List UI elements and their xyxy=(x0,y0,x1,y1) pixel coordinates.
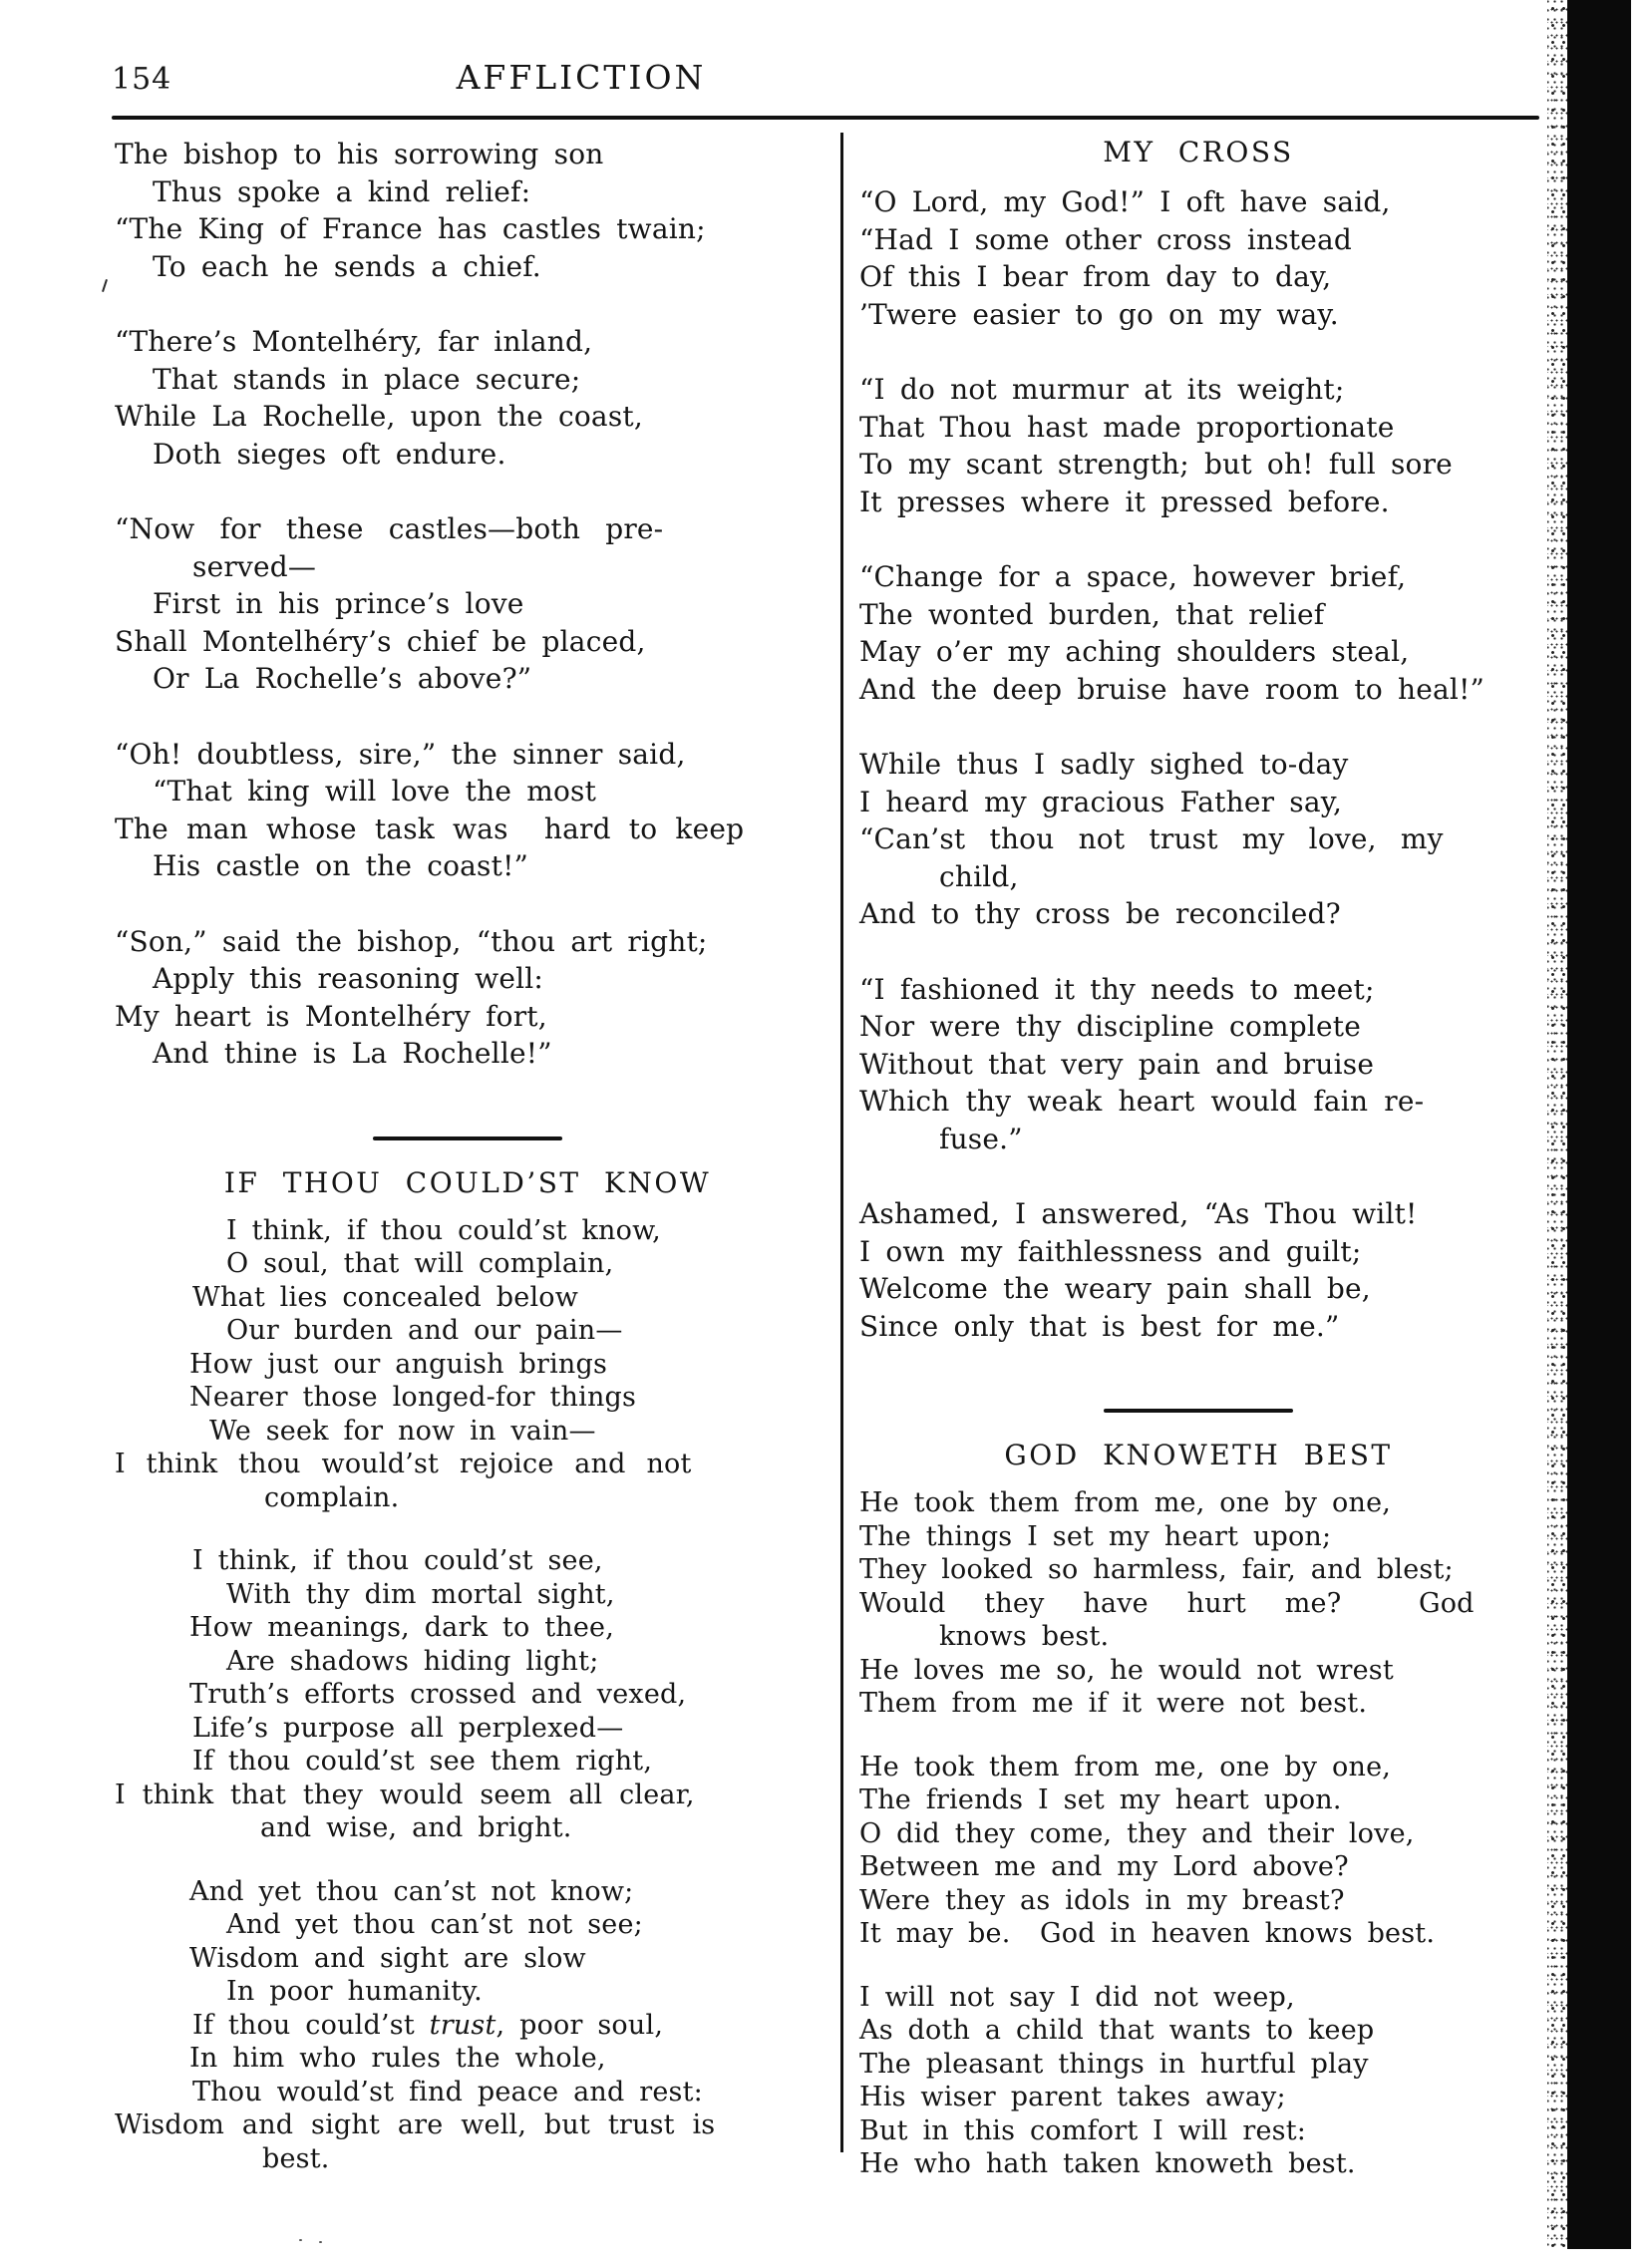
poem-line: May o’er my aching shoulders steal, xyxy=(859,635,1410,668)
stanza xyxy=(115,1875,821,2176)
poem-line: Would they have hurt me? God xyxy=(859,1587,1475,1619)
poem-line: The pleasant things in hurtful play xyxy=(859,2048,1369,2080)
poem-line: His wiser parent takes away; xyxy=(859,2082,1286,2112)
poem-line: Thou would’st find peace and rest: xyxy=(192,2076,703,2107)
poem-line: knows best. xyxy=(939,1621,1110,1652)
poem-line: “Can’st thou not trust my love, my xyxy=(859,822,1444,855)
poem-line: How just our anguish brings xyxy=(189,1348,608,1380)
poem-line: Truth’s efforts crossed and vexed, xyxy=(189,1679,687,1710)
poem-line: What lies concealed below xyxy=(192,1281,579,1313)
poem-line: I will not say I did not weep, xyxy=(859,1981,1295,2013)
poem-line: “There’s Montelhéry, far inland, xyxy=(115,325,593,358)
poem-line: Thus spoke a kind relief: xyxy=(153,174,531,208)
poem-line: If thou could’st see them right, xyxy=(192,1746,653,1777)
poem-line: It presses where it pressed before. xyxy=(859,485,1390,518)
poem-line: Nor were thy discipline complete xyxy=(859,1010,1362,1043)
stanza xyxy=(859,183,1537,333)
poem-line: “That king will love the most xyxy=(153,775,597,808)
poem-line: They looked so harmless, fair, and blest; xyxy=(859,1554,1454,1585)
poem-line: Ashamed, I answered, “As Thou wilt! xyxy=(859,1197,1418,1230)
poem-line: “Had I some other cross instead xyxy=(859,222,1353,256)
stanza xyxy=(859,1195,1537,1345)
poem-title: MY CROSS xyxy=(1103,136,1294,168)
stanza xyxy=(115,323,821,473)
poem-line: He who hath taken knoweth best. xyxy=(859,2148,1356,2179)
stanza xyxy=(859,1486,1537,1721)
poem-line: “Oh! doubtless, sire,” the sinner said, xyxy=(115,737,686,771)
poem-line: First in his prince’s love xyxy=(153,587,524,620)
poem-line: The man whose task was hard to keep xyxy=(115,811,745,845)
scan-speckle xyxy=(299,2239,302,2241)
poem-line: And to thy cross be reconciled? xyxy=(859,897,1341,930)
poem-line: fuse.” xyxy=(939,1122,1023,1155)
poem-line: Them from me if it were not best. xyxy=(859,1688,1368,1719)
poem-line: Wisdom and sight are well, but trust is xyxy=(115,2109,716,2140)
poem-line: I think that they would seem all clear, xyxy=(115,1779,695,1810)
poem-line: Doth sieges oft endure. xyxy=(153,437,506,471)
left-column xyxy=(115,136,821,2205)
poem-line: The friends I set my heart upon. xyxy=(859,1784,1342,1815)
poem-line: If thou could’st trust, poor soul, xyxy=(192,2009,664,2041)
poem-line: Without that very pain and bruise xyxy=(859,1047,1375,1081)
poem-line: “The King of France has castles twain; xyxy=(115,212,706,245)
stanza-divider xyxy=(115,1111,821,1166)
scan-speckle xyxy=(319,2241,322,2243)
stanza xyxy=(115,1544,821,1845)
poem-line: With thy dim mortal sight, xyxy=(226,1578,615,1610)
poem-line: Life’s purpose all perplexed— xyxy=(192,1712,624,1744)
running-head: AFFLICTION xyxy=(456,58,707,97)
stanza xyxy=(115,510,821,698)
stanza xyxy=(859,971,1537,1158)
poem-line: O soul, that will complain, xyxy=(226,1248,614,1279)
poem-line: Which thy weak heart would fain re- xyxy=(859,1085,1425,1118)
poem-line: And thine is La Rochelle!” xyxy=(153,1037,552,1070)
poem-line: “Now for these castles—both pre- xyxy=(115,512,664,545)
poem-line: The wonted burden, that relief xyxy=(859,597,1325,631)
poem-line: But in this comfort I will rest: xyxy=(859,2114,1307,2146)
poem-line: The bishop to his sorrowing son xyxy=(115,138,604,170)
divider-rule xyxy=(373,1136,562,1140)
gutter-dark-band xyxy=(1567,0,1631,2249)
poem-line: “I do not murmur at its weight; xyxy=(859,373,1345,406)
poem-line: “I fashioned it thy needs to meet; xyxy=(859,972,1375,1006)
divider-rule xyxy=(1104,1409,1293,1413)
poem-line: Shall Montelhéry’s chief be placed, xyxy=(115,624,646,658)
poem-line: How meanings, dark to thee, xyxy=(189,1612,614,1643)
poem-title: IF THOU COULD’ST KNOW xyxy=(223,1165,712,1199)
poem-line: “O Lord, my God!” I oft have said, xyxy=(859,185,1391,218)
book-gutter-shadow xyxy=(1547,0,1639,2249)
poem-line: I think, if thou could’st know, xyxy=(226,1214,661,1246)
poem-line: The things I set my heart upon; xyxy=(859,1520,1332,1552)
header-rule xyxy=(112,116,1539,120)
stanza xyxy=(859,746,1537,933)
poem-line: In him who rules the whole, xyxy=(189,2043,606,2074)
poem-line: While La Rochelle, upon the coast, xyxy=(115,400,643,433)
poem-line: He loves me so, he would not wrest xyxy=(859,1654,1394,1686)
poem-line: and wise, and bright. xyxy=(260,1812,572,1843)
poem-line: Were they as idols in my breast? xyxy=(859,1884,1345,1916)
poem-line: Welcome the weary pain shall be, xyxy=(859,1272,1371,1305)
poem-line: In poor humanity. xyxy=(226,1976,483,2007)
poem-line: He took them from me, one by one, xyxy=(859,1487,1392,1518)
stanza xyxy=(859,371,1537,520)
stanza xyxy=(115,923,821,1073)
poem-line: “Son,” said the bishop, “thou art right; xyxy=(115,924,708,958)
poem-line: complain. xyxy=(264,1481,400,1513)
poem-line: Of this I bear from day to day, xyxy=(859,260,1332,293)
poem-line: Between me and my Lord above? xyxy=(859,1851,1349,1882)
poem-line: To my scant strength; but oh! full sore xyxy=(859,448,1453,481)
right-column xyxy=(859,136,1537,2211)
poem-line: Are shadows hiding light; xyxy=(226,1645,599,1677)
poem-line: While thus I sadly sighed to-day xyxy=(859,748,1349,781)
poem-line: I own my faithlessness and guilt; xyxy=(859,1234,1362,1268)
poem-line: To each he sends a chief. xyxy=(153,249,541,283)
poem-line: Since only that is best for me.” xyxy=(859,1309,1340,1343)
poem-line: And yet thou can’st not see; xyxy=(226,1909,643,1940)
poem-line: I think thou would’st rejoice and not xyxy=(115,1449,692,1479)
stanza xyxy=(859,1981,1537,2181)
poem-line: “Change for a space, however brief, xyxy=(859,560,1407,593)
poem-line: Nearer those longed-for things xyxy=(189,1382,637,1413)
poem-line: I heard my gracious Father say, xyxy=(859,785,1343,818)
stanza xyxy=(115,136,821,285)
poem-line: His castle on the coast!” xyxy=(153,849,529,882)
stanza-divider xyxy=(859,1383,1537,1439)
stray-ink-mark xyxy=(102,279,108,292)
poem-line: I think, if thou could’st see, xyxy=(192,1545,603,1576)
poem-line: And the deep bruise have room to heal!” xyxy=(859,672,1485,706)
poem-line: Our burden and our pain— xyxy=(226,1315,623,1346)
poem-line: And yet thou can’st not know; xyxy=(189,1875,634,1907)
poem-line: O did they come, they and their love, xyxy=(859,1817,1415,1849)
stanza xyxy=(115,736,821,885)
stanza xyxy=(859,1751,1537,1951)
poem-line: Apply this reasoning well: xyxy=(153,962,544,995)
poem-line: Wisdom and sight are slow xyxy=(189,1942,586,1974)
poem-line: That Thou hast made proportionate xyxy=(859,410,1395,444)
poem-line: We seek for now in vain— xyxy=(209,1415,596,1447)
poem-line: Or La Rochelle’s above?” xyxy=(153,662,532,695)
poem-line: best. xyxy=(262,2142,330,2174)
stanza xyxy=(115,1214,821,1515)
page-number: 154 xyxy=(112,62,172,97)
poem-line: As doth a child that wants to keep xyxy=(859,2015,1375,2046)
poem-line: He took them from me, one by one, xyxy=(859,1751,1392,1782)
poem-line: served— xyxy=(192,549,317,583)
poem-line: child, xyxy=(939,859,1019,893)
stanza xyxy=(859,558,1537,708)
column-divider-rule xyxy=(840,133,843,2152)
poem-line: It may be. God in heaven knows best. xyxy=(859,1918,1436,1949)
poem-title: GOD KNOWETH BEST xyxy=(1004,1439,1393,1471)
poem-line: My heart is Montelhéry fort, xyxy=(115,999,547,1033)
poem-line: That stands in place secure; xyxy=(153,362,581,396)
poem-line: ’Twere easier to go on my way. xyxy=(859,297,1339,331)
